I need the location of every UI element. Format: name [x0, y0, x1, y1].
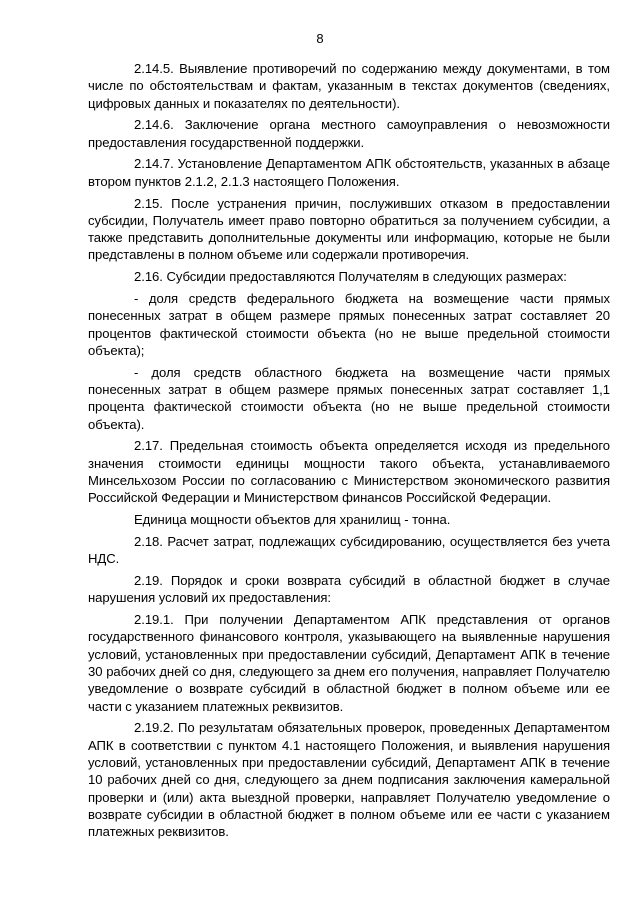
paragraph-2-19-1: 2.19.1. При получении Департаментом АПК представления от органов государственного финансового контроля, указывающего на выявленные нарушения условий, установленных при предоставлении субсидий, Департамент АПК в течение 30 рабочих дней со дня, следующего за днем его получения, направляет Получателю уведомление о возврате субсидий в областной бюджет в полном объеме или ее части с указанием платежных реквизитов.	[88, 612, 610, 714]
paragraph-2-14-5: 2.14.5. Выявление противоречий по содержанию между документами, в том числе по обстоятельствам и фактам, указанным в текстах документов (сведениях, цифровых данных и показателях по деятельности).	[88, 61, 610, 111]
paragraph-2-16-regional-share: - доля средств областного бюджета на возмещение части прямых понесенных затрат в общем размере прямых понесенных затрат составляет 1,1 процента фактической стоимости объекта (но не выше предельной стоимости объекта).	[88, 364, 610, 432]
paragraph-2-17: 2.17. Предельная стоимость объекта определяется исходя из предельного значения стоимости единицы мощности такого объекта, устанавливаемого Минсельхозом России по согласованию с Министерством экономического развития Российской Федерации и Министерством финансов Российской Федерации.	[88, 438, 610, 506]
paragraph-2-14-7: 2.14.7. Установление Департаментом АПК обстоятельств, указанных в абзаце втором пунктов 2.1.2, 2.1.3 настоящего Положения.	[88, 156, 610, 189]
paragraph-2-19-2: 2.19.2. По результатам обязательных проверок, проведенных Департаментом АПК в соответствии с пунктом 4.1 настоящего Положения, и выявления нарушения условий, установленных при предоставлении субсидий, Департамент АПК в течение 10 рабочих дней со дня, следующего за днем подписания заключения камеральной проверки и (или) акта выездной проверки, направляет Получателю уведомление о возврате субсидии в областной бюджет в полном объеме или ее части с указанием платежных реквизитов.	[88, 720, 610, 840]
document-body	[88, 60, 610, 845]
paragraph-2-16: 2.16. Субсидии предоставляются Получателям в следующих размерах:	[134, 269, 567, 285]
paragraph-2-19: 2.19. Порядок и сроки возврата субсидий в областной бюджет в случае нарушения условий их предоставления:	[88, 573, 610, 606]
page-number: 8	[316, 31, 324, 46]
paragraph-capacity-unit: Единица мощности объектов для хранилищ - тонна.	[134, 512, 451, 528]
paragraph-2-16-federal-share: - доля средств федерального бюджета на возмещение части прямых понесенных затрат в общем размере прямых понесенных затрат составляет 20 процентов фактической стоимости объекта (но не выше предельной стоимости объекта);	[88, 291, 610, 358]
paragraph-2-14-6: 2.14.6. Заключение органа местного самоуправления о невозможности предоставления государственной поддержки.	[88, 117, 610, 150]
paragraph-2-18: 2.18. Расчет затрат, подлежащих субсидированию, осуществляется без учета НДС.	[88, 533, 610, 567]
paragraph-2-15: 2.15. После устранения причин, послуживших отказом в предоставлении субсидии, Получатель имеет право повторно обратиться за получением субсидии, а также представить дополнительные документы или информацию, которые не были представлены в полном объеме или содержали противоречия.	[88, 195, 610, 263]
